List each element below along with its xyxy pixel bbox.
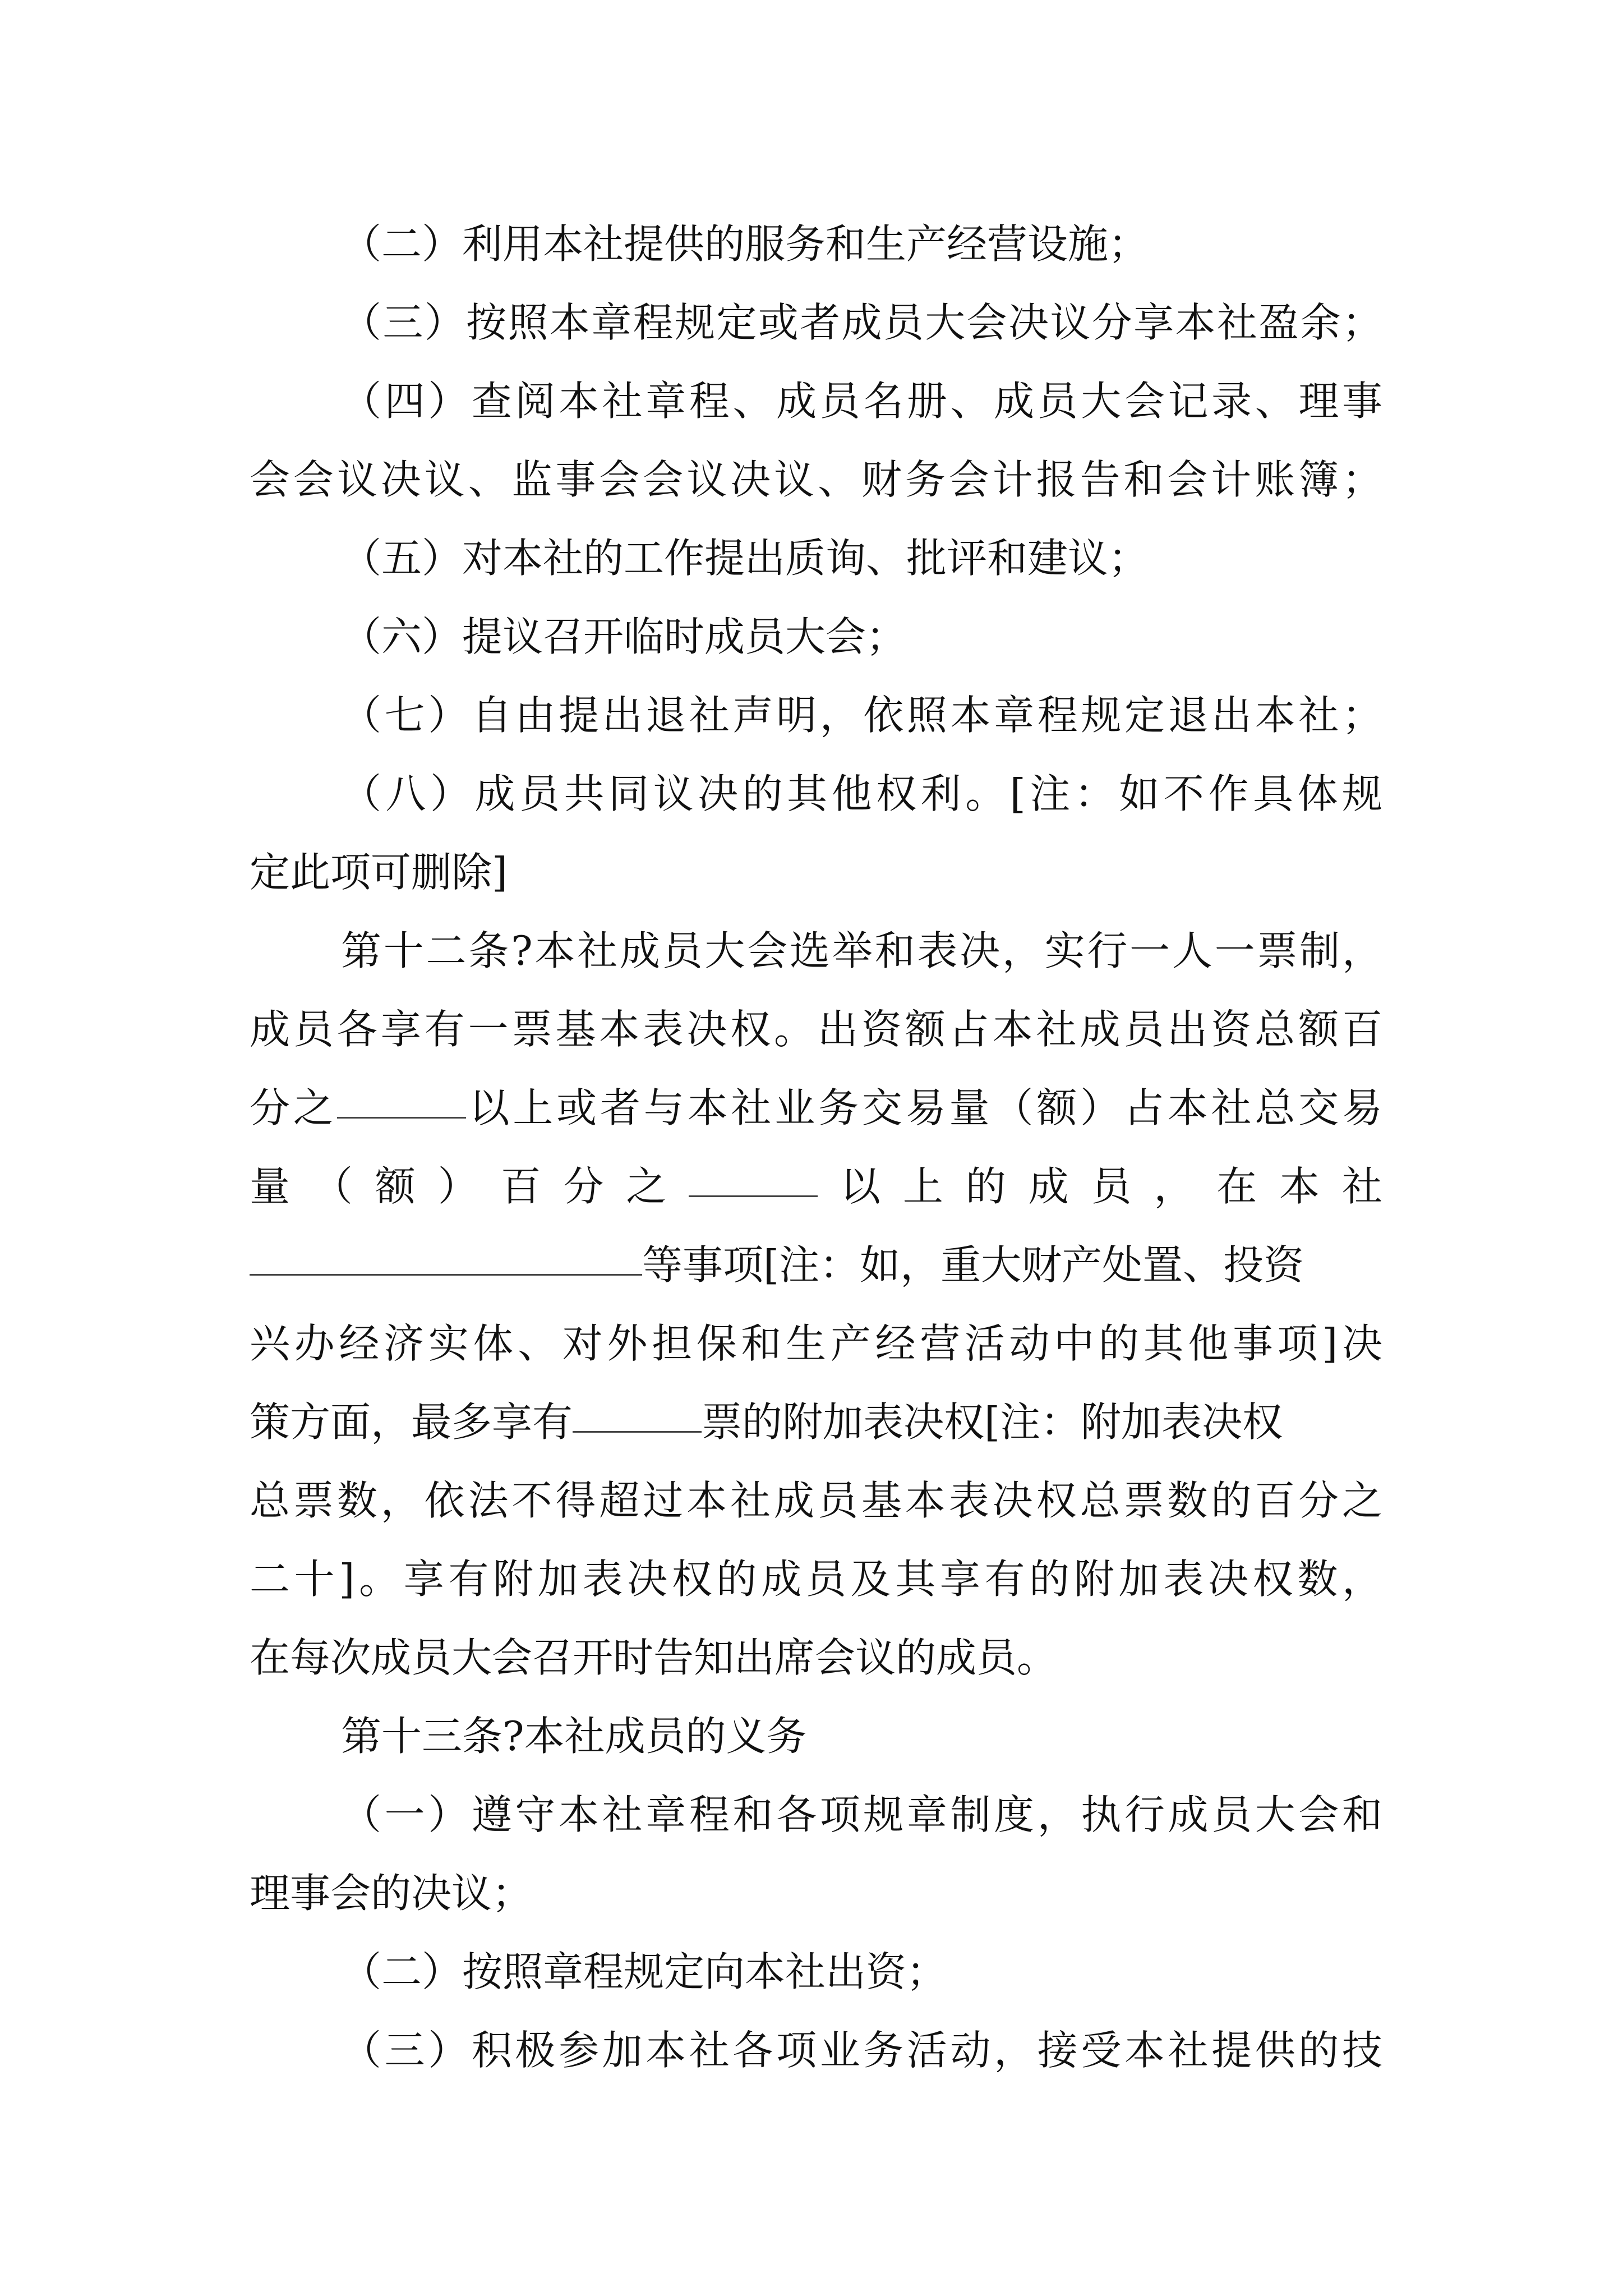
- article-12-line-5-text: 等事项[注：如，重大财产处置、投资: [642, 1241, 1304, 1289]
- article-12-line-10: 在每次成员大会召开时告知出席会议的成员。: [250, 1634, 1058, 1681]
- article-12-line-9: 二十]。享有附加表决权的成员及其享有的附加表决权数，: [250, 1556, 1382, 1603]
- blank-capital-percent-field[interactable]: [337, 1082, 466, 1119]
- text-line-right-5: （五）对本社的工作提出质询、批评和建议；: [341, 535, 1149, 582]
- duty-3-line-1: （三）积极参加本社各项业务活动，接受本社提供的技: [341, 2027, 1382, 2074]
- blank-trade-percent-field[interactable]: [689, 1161, 818, 1197]
- article-12-line-4-prefix: 量（额）百分之: [250, 1163, 689, 1210]
- blank-matters-field[interactable]: [250, 1239, 642, 1276]
- text-line-right-4-start: （四）查阅本社章程、成员名册、成员大会记录、理事: [341, 378, 1382, 425]
- article-12-line-8: 总票数，依法不得超过本社成员基本表决权总票数的百分之: [250, 1477, 1382, 1524]
- text-line-right-8-start: （八）成员共同议决的其他权利。[注：如不作具体规: [341, 770, 1382, 817]
- duty-1-line-1: （一）遵守本社章程和各项规章制度，执行成员大会和: [341, 1791, 1382, 1838]
- duty-1-line-2: 理事会的决议；: [250, 1870, 533, 1917]
- duty-2: （二）按照章程规定向本社出资；: [341, 1948, 947, 1995]
- article-12-line-3-prefix: 分之: [250, 1084, 337, 1131]
- article-12-line-1: 第十二条?本社成员大会选举和表决，实行一人一票制，: [341, 927, 1382, 974]
- article-12-line-2: 成员各享有一票基本表决权。出资额占本社成员出资总额百: [250, 1006, 1382, 1053]
- blank-extra-votes-field[interactable]: [573, 1396, 702, 1433]
- text-line-right-6: （六）提议召开临时成员大会；: [341, 613, 907, 660]
- text-line-right-3: （三）按照本章程规定或者成员大会决议分享本社盈余；: [341, 299, 1382, 346]
- article-12-line-3-suffix: 以上或者与本社业务交易量（额）占本社总交易: [465, 1084, 1382, 1131]
- text-line-right-8-cont: 定此项可删除]: [250, 849, 508, 896]
- article-12-line-7-prefix: 策方面，最多享有: [250, 1398, 573, 1446]
- text-line-right-7: （七）自由提出退社声明，依照本章程规定退出本社；: [341, 692, 1382, 739]
- article-12-line-7-suffix: 票的附加表决权[注：附加表决权: [702, 1398, 1283, 1446]
- text-line-right-2: （二）利用本社提供的服务和生产经营设施；: [341, 220, 1149, 268]
- article-12-line-4-suffix: 以上的成员，在本社: [818, 1163, 1382, 1210]
- article-12-line-7: [250, 1383, 1382, 1461]
- article-12-line-3: [250, 1069, 1382, 1147]
- text-line-right-4-cont: 会会议决议、监事会会议决议、财务会计报告和会计账簿；: [250, 456, 1382, 503]
- article-12-line-6: 兴办经济实体、对外担保和生产经营活动中的其他事项]决: [250, 1320, 1382, 1367]
- article-12-line-4: [250, 1147, 1382, 1226]
- article-13-heading: 第十三条?本社成员的义务: [341, 1713, 807, 1760]
- article-12-line-5: [250, 1226, 1382, 1304]
